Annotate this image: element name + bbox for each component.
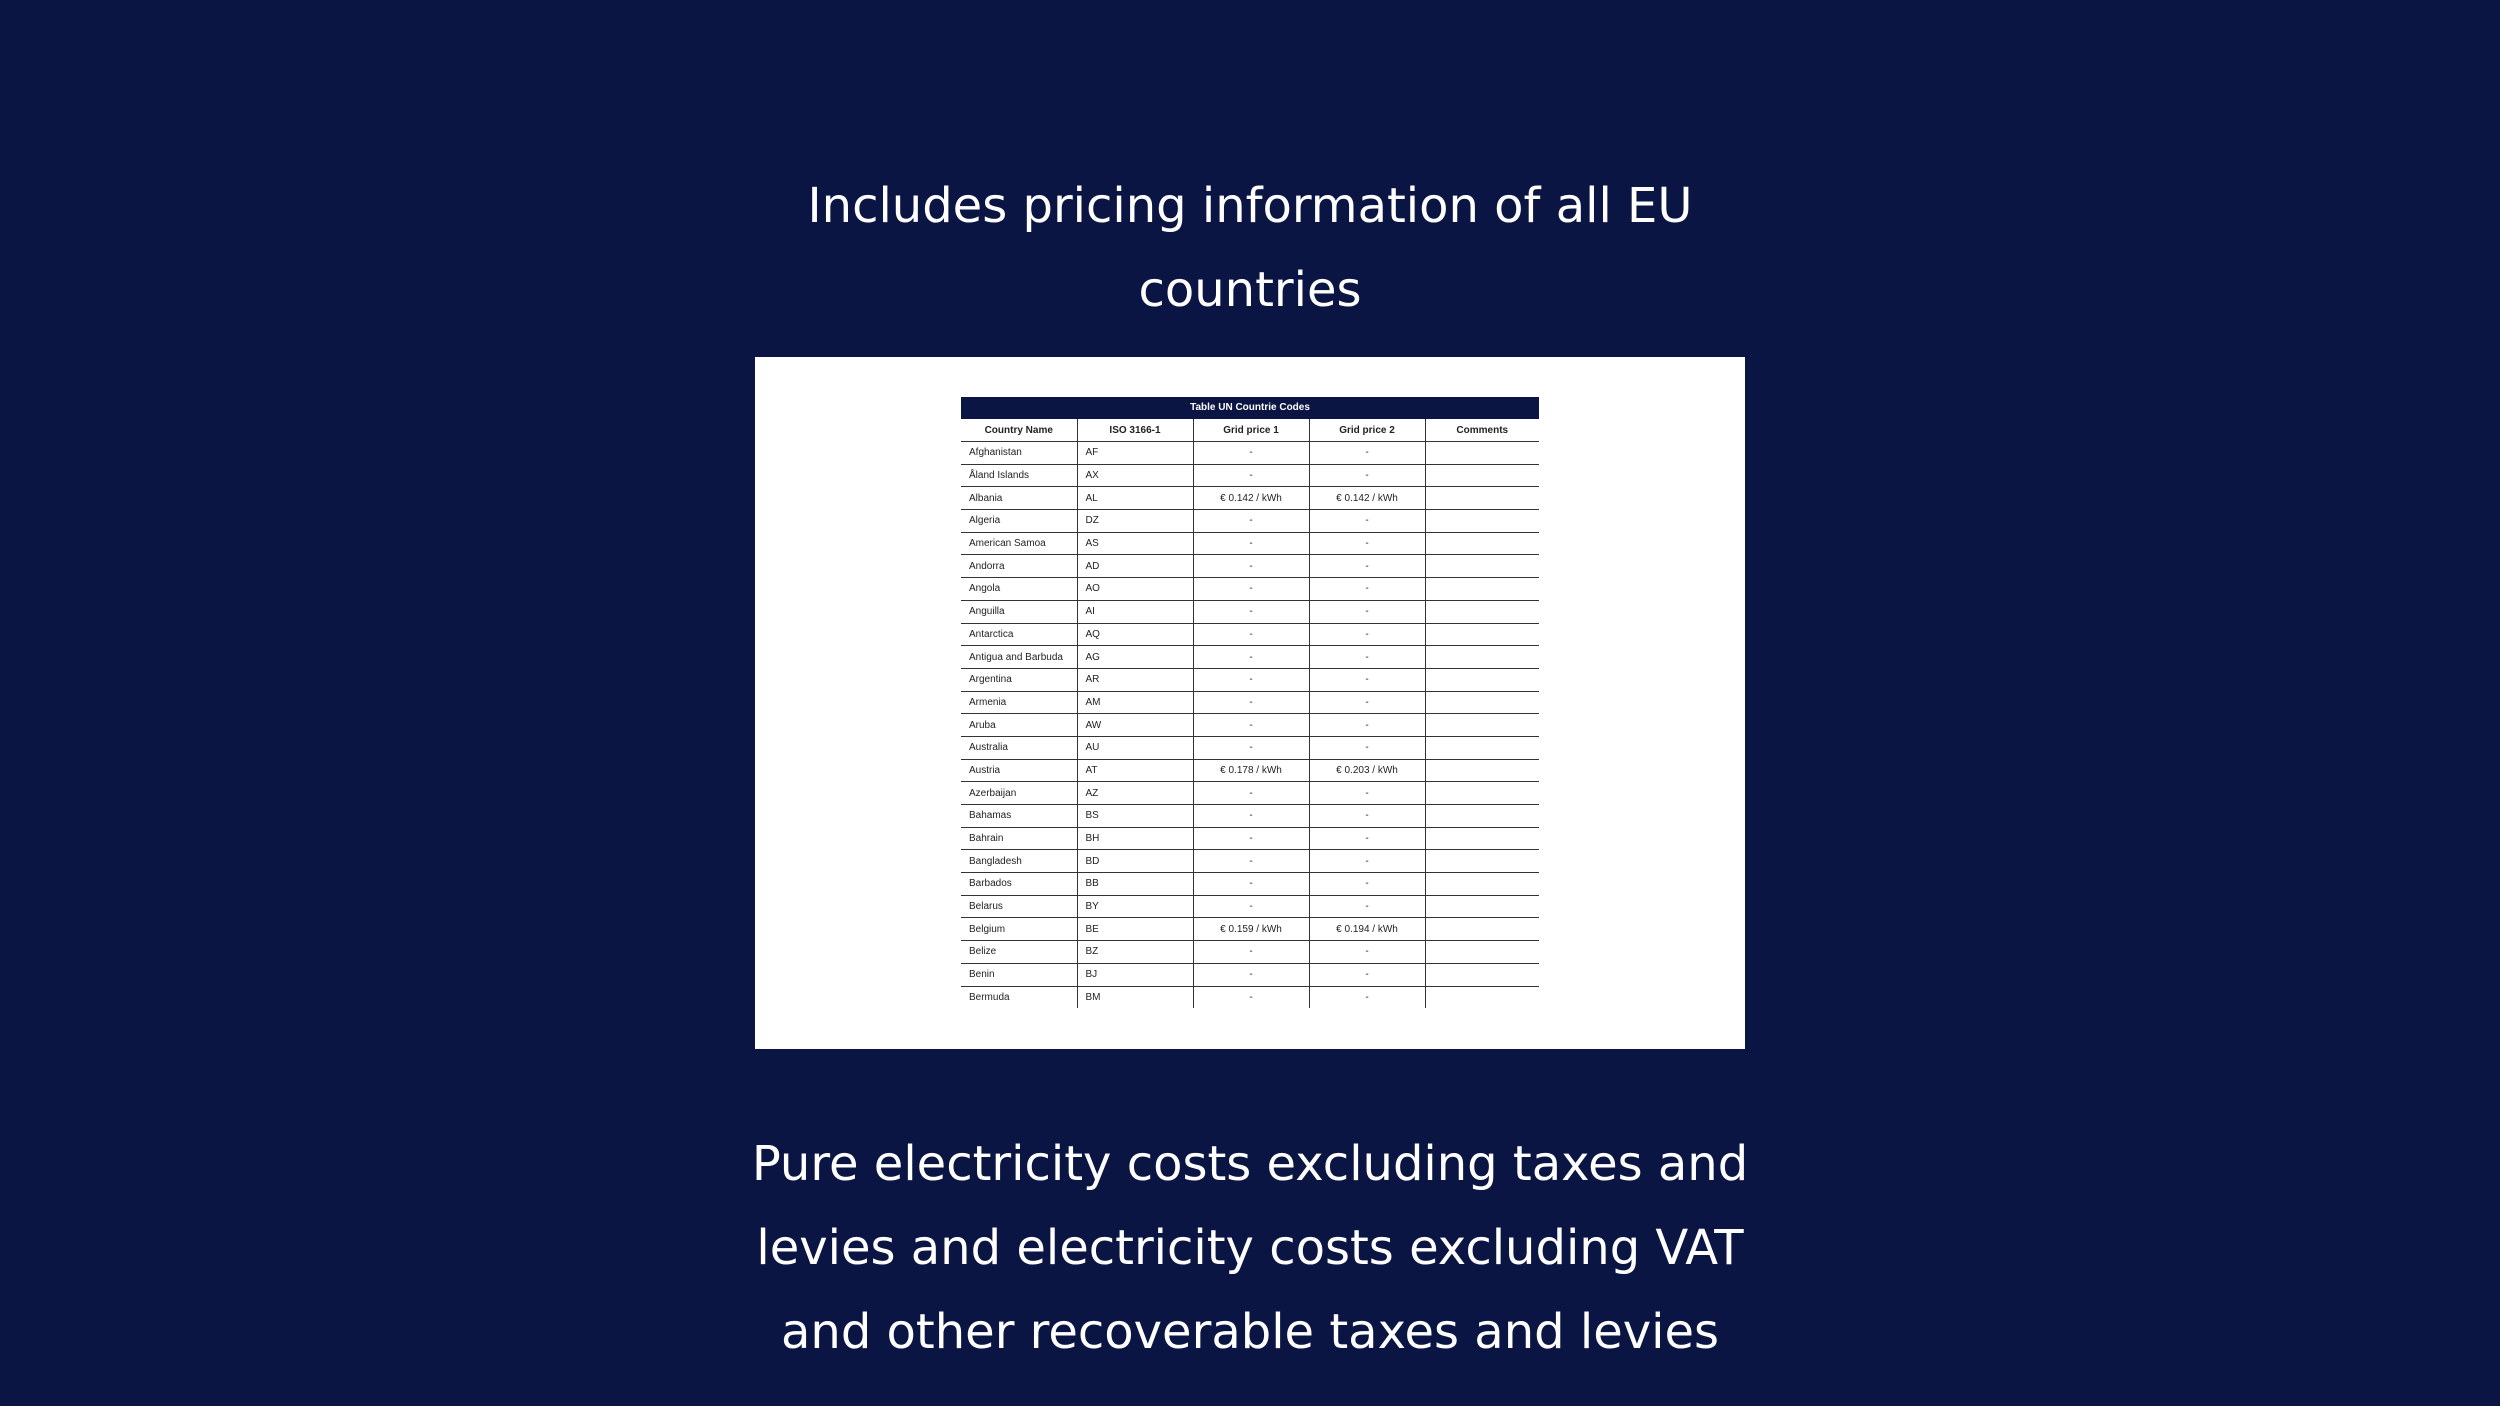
grid-price-2-cell: -	[1309, 895, 1425, 918]
country-name-cell: Bahrain	[961, 827, 1077, 850]
country-name-cell: Austria	[961, 759, 1077, 782]
comments-cell	[1425, 714, 1539, 737]
comments-cell	[1425, 918, 1539, 941]
country-name-cell: Bahamas	[961, 805, 1077, 828]
iso-code-cell: AL	[1077, 487, 1193, 510]
table-row	[961, 691, 1539, 714]
grid-price-1-cell: -	[1193, 873, 1309, 896]
grid-price-1-cell: € 0.159 / kWh	[1193, 918, 1309, 941]
iso-code-cell: AD	[1077, 555, 1193, 578]
iso-code-cell: AZ	[1077, 782, 1193, 805]
grid-price-2-cell: -	[1309, 827, 1425, 850]
grid-price-1-cell: -	[1193, 578, 1309, 601]
table-row	[961, 578, 1539, 601]
grid-price-2-cell: -	[1309, 714, 1425, 737]
country-name-cell: Azerbaijan	[961, 782, 1077, 805]
table-row	[961, 510, 1539, 533]
table-row	[961, 895, 1539, 918]
country-name-cell: Belize	[961, 941, 1077, 964]
comments-cell	[1425, 850, 1539, 873]
grid-price-2-cell: -	[1309, 873, 1425, 896]
comments-cell	[1425, 668, 1539, 691]
grid-price-1-cell: -	[1193, 805, 1309, 828]
table-title: Table UN Countrie Codes	[961, 397, 1539, 419]
table-row	[961, 782, 1539, 805]
comments-cell	[1425, 873, 1539, 896]
comments-cell	[1425, 805, 1539, 828]
grid-price-2-cell: -	[1309, 941, 1425, 964]
header-grid-price-2: Grid price 2	[1309, 419, 1425, 442]
grid-price-1-cell: -	[1193, 668, 1309, 691]
iso-code-cell: AS	[1077, 532, 1193, 555]
comments-cell	[1425, 555, 1539, 578]
grid-price-2-cell: -	[1309, 555, 1425, 578]
iso-code-cell: AF	[1077, 442, 1193, 465]
iso-code-cell: AR	[1077, 668, 1193, 691]
grid-price-2-cell: -	[1309, 646, 1425, 669]
comments-cell	[1425, 827, 1539, 850]
iso-code-cell: AU	[1077, 736, 1193, 759]
grid-price-2-cell: -	[1309, 805, 1425, 828]
table-row	[961, 805, 1539, 828]
grid-price-2-cell: € 0.142 / kWh	[1309, 487, 1425, 510]
iso-code-cell: AI	[1077, 600, 1193, 623]
table-row	[961, 827, 1539, 850]
country-name-cell: Argentina	[961, 668, 1077, 691]
header-iso-code: ISO 3166-1	[1077, 419, 1193, 442]
comments-cell	[1425, 532, 1539, 555]
comments-cell	[1425, 782, 1539, 805]
grid-price-2-cell: -	[1309, 850, 1425, 873]
grid-price-1-cell: -	[1193, 623, 1309, 646]
iso-code-cell: AX	[1077, 464, 1193, 487]
country-name-cell: Antarctica	[961, 623, 1077, 646]
grid-price-1-cell: € 0.142 / kWh	[1193, 487, 1309, 510]
country-name-cell: Bangladesh	[961, 850, 1077, 873]
country-price-table	[961, 419, 1539, 1008]
table-row	[961, 532, 1539, 555]
grid-price-2-cell: -	[1309, 532, 1425, 555]
grid-price-1-cell: -	[1193, 714, 1309, 737]
grid-price-1-cell: -	[1193, 442, 1309, 465]
comments-cell	[1425, 578, 1539, 601]
grid-price-2-cell: -	[1309, 782, 1425, 805]
iso-code-cell: AW	[1077, 714, 1193, 737]
iso-code-cell: BJ	[1077, 963, 1193, 986]
grid-price-1-cell: -	[1193, 782, 1309, 805]
grid-price-1-cell: -	[1193, 555, 1309, 578]
grid-price-1-cell: -	[1193, 895, 1309, 918]
table-screenshot	[755, 357, 1745, 1049]
comments-cell	[1425, 759, 1539, 782]
country-name-cell: Åland Islands	[961, 464, 1077, 487]
grid-price-1-cell: -	[1193, 464, 1309, 487]
comments-cell	[1425, 963, 1539, 986]
country-name-cell: Anguilla	[961, 600, 1077, 623]
country-name-cell: Antigua and Barbuda	[961, 646, 1077, 669]
top-heading-line-2: countries	[1138, 262, 1362, 319]
table-row	[961, 464, 1539, 487]
country-name-cell: American Samoa	[961, 532, 1077, 555]
grid-price-1-cell: € 0.178 / kWh	[1193, 759, 1309, 782]
grid-price-2-cell: € 0.194 / kWh	[1309, 918, 1425, 941]
table-row	[961, 986, 1539, 1008]
grid-price-2-cell: -	[1309, 600, 1425, 623]
top-heading-line-1: Includes pricing information of all EU	[807, 178, 1693, 235]
grid-price-2-cell: -	[1309, 986, 1425, 1008]
comments-cell	[1425, 510, 1539, 533]
table-row	[961, 487, 1539, 510]
iso-code-cell: BS	[1077, 805, 1193, 828]
iso-code-cell: AO	[1077, 578, 1193, 601]
comments-cell	[1425, 623, 1539, 646]
table-row	[961, 759, 1539, 782]
country-name-cell: Australia	[961, 736, 1077, 759]
grid-price-1-cell: -	[1193, 691, 1309, 714]
table-row	[961, 442, 1539, 465]
table-row	[961, 873, 1539, 896]
grid-price-1-cell: -	[1193, 941, 1309, 964]
iso-code-cell: AQ	[1077, 623, 1193, 646]
iso-code-cell: DZ	[1077, 510, 1193, 533]
table-row	[961, 941, 1539, 964]
country-name-cell: Belgium	[961, 918, 1077, 941]
grid-price-1-cell: -	[1193, 510, 1309, 533]
table-row	[961, 918, 1539, 941]
iso-code-cell: BZ	[1077, 941, 1193, 964]
iso-code-cell: BB	[1077, 873, 1193, 896]
grid-price-2-cell: € 0.203 / kWh	[1309, 759, 1425, 782]
grid-price-1-cell: -	[1193, 736, 1309, 759]
comments-cell	[1425, 986, 1539, 1008]
comments-cell	[1425, 691, 1539, 714]
iso-code-cell: BM	[1077, 986, 1193, 1008]
country-name-cell: Barbados	[961, 873, 1077, 896]
table-row	[961, 555, 1539, 578]
grid-price-2-cell: -	[1309, 668, 1425, 691]
grid-price-2-cell: -	[1309, 464, 1425, 487]
header-country-name: Country Name	[961, 419, 1077, 442]
grid-price-2-cell: -	[1309, 578, 1425, 601]
country-name-cell: Afghanistan	[961, 442, 1077, 465]
grid-price-2-cell: -	[1309, 963, 1425, 986]
bottom-heading	[0, 1122, 2500, 1374]
grid-price-1-cell: -	[1193, 532, 1309, 555]
comments-cell	[1425, 442, 1539, 465]
country-name-cell: Aruba	[961, 714, 1077, 737]
table-row	[961, 668, 1539, 691]
country-name-cell: Bermuda	[961, 986, 1077, 1008]
iso-code-cell: BH	[1077, 827, 1193, 850]
comments-cell	[1425, 736, 1539, 759]
country-table	[961, 397, 1539, 1008]
table-row	[961, 963, 1539, 986]
country-name-cell: Algeria	[961, 510, 1077, 533]
table-row	[961, 600, 1539, 623]
comments-cell	[1425, 487, 1539, 510]
comments-cell	[1425, 941, 1539, 964]
grid-price-1-cell: -	[1193, 963, 1309, 986]
grid-price-1-cell: -	[1193, 646, 1309, 669]
comments-cell	[1425, 895, 1539, 918]
header-grid-price-1: Grid price 1	[1193, 419, 1309, 442]
grid-price-1-cell: -	[1193, 986, 1309, 1008]
table-row	[961, 850, 1539, 873]
grid-price-2-cell: -	[1309, 691, 1425, 714]
table-row	[961, 646, 1539, 669]
table-body	[961, 442, 1539, 1009]
grid-price-2-cell: -	[1309, 736, 1425, 759]
iso-code-cell: AM	[1077, 691, 1193, 714]
bottom-heading-line-3: and other recoverable taxes and levies	[780, 1303, 1719, 1360]
bottom-heading-line-1: Pure electricity costs excluding taxes and	[751, 1135, 1749, 1192]
table-row	[961, 736, 1539, 759]
country-name-cell: Albania	[961, 487, 1077, 510]
country-name-cell: Benin	[961, 963, 1077, 986]
grid-price-1-cell: -	[1193, 827, 1309, 850]
table-row	[961, 714, 1539, 737]
iso-code-cell: AG	[1077, 646, 1193, 669]
grid-price-1-cell: -	[1193, 850, 1309, 873]
grid-price-2-cell: -	[1309, 442, 1425, 465]
comments-cell	[1425, 646, 1539, 669]
country-name-cell: Angola	[961, 578, 1077, 601]
grid-price-2-cell: -	[1309, 623, 1425, 646]
table-header-row	[961, 419, 1539, 442]
comments-cell	[1425, 464, 1539, 487]
bottom-heading-line-2: levies and electricity costs excluding VAT	[756, 1219, 1744, 1276]
country-name-cell: Andorra	[961, 555, 1077, 578]
iso-code-cell: BE	[1077, 918, 1193, 941]
iso-code-cell: BD	[1077, 850, 1193, 873]
iso-code-cell: BY	[1077, 895, 1193, 918]
grid-price-2-cell: -	[1309, 510, 1425, 533]
grid-price-1-cell: -	[1193, 600, 1309, 623]
country-name-cell: Armenia	[961, 691, 1077, 714]
country-name-cell: Belarus	[961, 895, 1077, 918]
iso-code-cell: AT	[1077, 759, 1193, 782]
header-comments: Comments	[1425, 419, 1539, 442]
table-row	[961, 623, 1539, 646]
top-heading	[0, 164, 2500, 332]
comments-cell	[1425, 600, 1539, 623]
